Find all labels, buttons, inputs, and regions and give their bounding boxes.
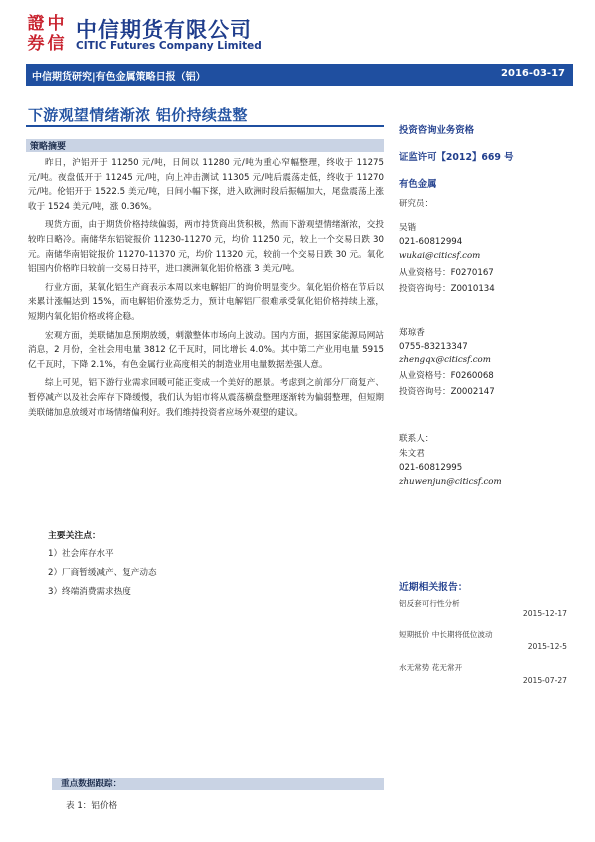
focus-item: 3）终端消费需求热度 xyxy=(48,587,131,597)
logo-char-4: 信 xyxy=(47,34,65,52)
report-series-label: 中信期货研究|有色金属策略日报（铝） xyxy=(32,72,206,83)
analyst-name: 郑琼香 xyxy=(399,328,425,338)
summary-heading: 策略摘要 xyxy=(30,142,67,152)
focus-title: 主要关注点： xyxy=(48,531,101,541)
contact-phone: 021-60812995 xyxy=(399,463,463,473)
paragraph-futures: 昨日，沪铝开于 11250 元/吨，日间以 11280 元/吨为重心窄幅整理，终收于 11275 元/吨。夜盘低开于 11245 元/吨，向上冲击测试 11305 元/吨后震荡走低，终收于 11270 元/吨。伦铝开于 1522.5 美元/吨，日间小幅下探，进入欧洲时段后振幅加大，尾盘震荡上涨收于 1524 美元/吨，涨 0.36%。 xyxy=(28,158,384,212)
company-name-cn: 中信期货有限公司 xyxy=(76,18,252,42)
paragraph-conclusion: 综上可见，铝下游行业需求回暖可能正变成一个美好的愿景。考虑到之前部分厂商复产、暂停减产以及社会库存下降缓慢，我们认为铝市将从震荡横盘整理逐渐转为偏弱整理，但短期美联储加息放缓对市场情绪偏利好。我们维持投资者应场外观望的建议。 xyxy=(28,378,384,418)
related-report-date: 2015-12-17 xyxy=(522,609,567,618)
analyst-phone: 021-60812994 xyxy=(399,237,463,247)
researcher-label: 研究员： xyxy=(399,199,434,209)
paragraph-spot: 现货方面，由于期货价格持续偏弱，两市持货商出货积极，然而下游观望情绪渐浓，交投较昨日略冷。南储华东铝锭报价 11230-11270 元，均价 11250 元，较上一个交易日跌 30 元。南储华南铝锭报价 11270-11370 元，均价 11320 元，较前一个交易日跌 30 元。氧化铝国内价格昨日较前一交易日持平，进口澳洲氧化铝价格涨 3 美元/吨。 xyxy=(28,220,384,275)
tracking-heading-bar xyxy=(52,778,384,790)
related-report-date: 2015-07-27 xyxy=(522,676,567,685)
related-report-title[interactable]: 水无常势 花无常开 xyxy=(399,663,463,672)
analyst-advisory: 投资咨询号：Z0010134 xyxy=(399,284,495,294)
analyst-cert: 从业资格号：F0260068 xyxy=(399,371,494,381)
contact-label: 联系人： xyxy=(399,434,434,444)
focus-item: 1）社会库存水平 xyxy=(48,549,114,559)
contact-email[interactable]: zhuwenjun@citicsf.com xyxy=(399,477,502,487)
analyst-email[interactable]: wukai@citicsf.com xyxy=(399,251,481,261)
contact-name: 朱文君 xyxy=(399,449,425,459)
paragraph-industry: 行业方面，某氧化铝生产商表示本周以来电解铝厂的询价明显变少。氧化铝价格在节后以来累计涨幅达到 15%，而电解铝价涨势乏力，预计电解铝厂很难承受氧化铝价格持续上涨，短期内氧化铝价格或将企稳。 xyxy=(28,282,384,322)
paragraph-macro: 宏观方面，美联储加息预期放缓，刺激整体市场向上波动。国内方面，据国家能源局网站消息，2 月份，全社会用电量 3812 亿千瓦时，同比增长 4.0%。其中第二产业用电量 5915 亿千瓦时，下降 2.1%，有色金属行业高度相关的制造业用电量数据差强人意。 xyxy=(28,330,384,370)
title-divider xyxy=(26,125,384,127)
company-logo-icon xyxy=(26,10,66,52)
related-reports-heading: 近期相关报告： xyxy=(399,582,468,593)
tracking-heading: 重点数据跟踪： xyxy=(61,779,122,789)
logo-char-3: 券 xyxy=(27,34,45,52)
summary-heading-bar xyxy=(26,139,384,152)
related-report-title[interactable]: 短期抵价 中长期将低位波动 xyxy=(399,630,493,639)
analyst-cert: 从业资格号：F0270167 xyxy=(399,268,494,278)
license-title: 投资咨询业务资格 xyxy=(399,125,475,136)
logo-char-2: 中 xyxy=(47,14,65,34)
related-report-title[interactable]: 铝反套可行性分析 xyxy=(399,599,460,608)
report-title: 下游观望情绪渐浓 铝价持续盘整 xyxy=(28,106,248,124)
summary-body xyxy=(28,156,384,424)
related-report-date: 2015-12-5 xyxy=(527,642,567,651)
analyst-email[interactable]: zhengqx@citicsf.com xyxy=(399,355,491,365)
license-number: 证监许可【2012】669 号 xyxy=(399,152,514,163)
analyst-name: 吴锴 xyxy=(399,223,417,233)
table-caption: 表 1：铝价格 xyxy=(66,801,118,811)
logo-char-1: 證 xyxy=(27,14,45,34)
focus-item: 2）厂商暂缓减产、复产动态 xyxy=(48,568,157,578)
report-date: 2016-03-17 xyxy=(501,68,565,79)
sector-label: 有色金属 xyxy=(399,179,437,190)
company-name-en: CITIC Futures Company Limited xyxy=(76,40,262,52)
analyst-phone: 0755-83213347 xyxy=(399,342,468,352)
analyst-advisory: 投资咨询号：Z0002147 xyxy=(399,387,495,397)
